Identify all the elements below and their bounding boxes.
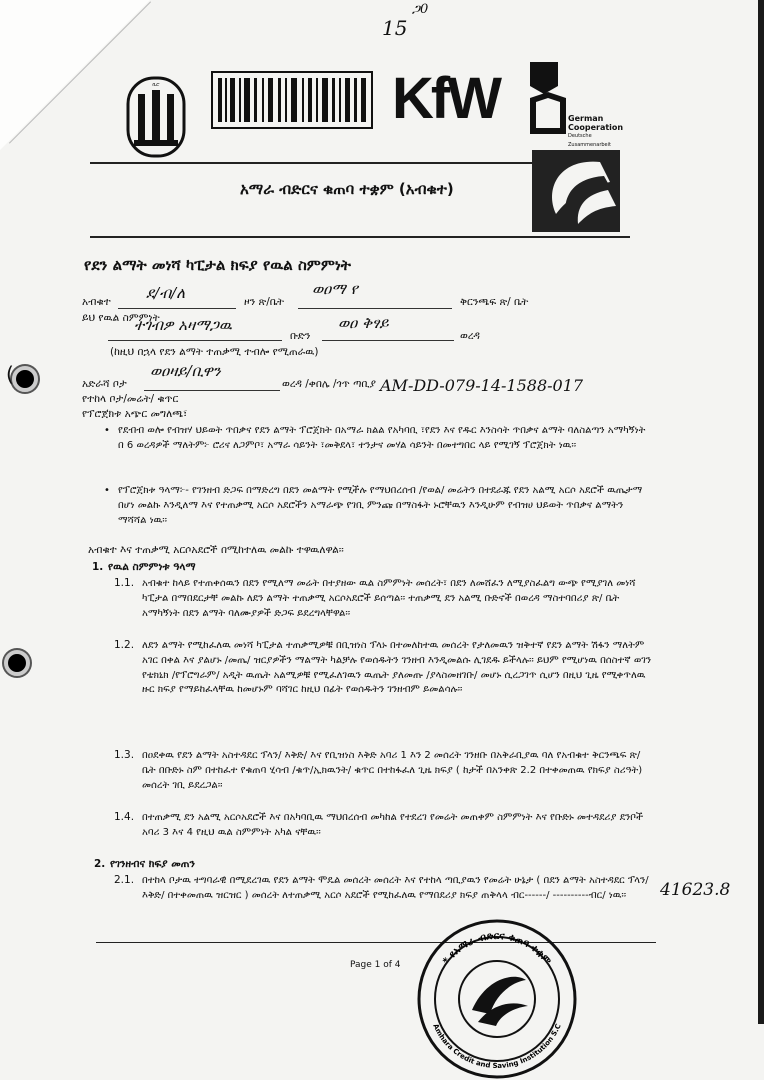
branch-label: ቅርንጫፍ ጽ/ ቤት — [460, 296, 529, 308]
organization-name: አማራ ብድርና ቁጠባ ተቋም (አብቁተ) — [240, 180, 454, 198]
german-cooperation-sub: Deutsche Zusammenarbeit — [568, 133, 611, 148]
page-indicator: Page 1 of 4 — [350, 960, 401, 970]
svg-text:ቢሮ: ቢሮ — [152, 82, 160, 88]
company-stamp — [416, 918, 578, 1080]
scan-edge — [758, 0, 764, 1024]
address-value: ወዐዛይ/ቢዋን — [150, 362, 221, 380]
project-summary-heading: የፕሮጀክቱ አጭር መግለጫ፣ — [82, 408, 188, 420]
project-bullet-1: • የደብብ ወሎ የብዝሃ ህይወት ጥበቃና የደን ልማት ፕሮጀክት በአማራ ክልል የአካባቢ ፣የደን እና የዱር እንስሳት ጥበቃና ልማት ባለስልጣን አማካኝነት በ 6 ወረዳዎች ማለትም፦ ሮሪና ለጋምቦ፣ አማራ ሳይንት ፣መቅደላ፣ ተንታና መሃል ሳይንት በመተግበር ላይ የሚገኝ ፕሮጀክት ነዉ፡፡ — [118, 424, 652, 484]
ministry-logo — [212, 70, 372, 130]
section-2-number: 2. — [94, 858, 106, 870]
amhara-bureau-logo — [124, 72, 188, 160]
german-cooperation-mark-icon — [528, 58, 568, 138]
german-cooperation-label: German Cooperation — [568, 114, 624, 132]
stamp-text-top: * የአማራ ብድርና ቁጠባ ተቋም — [441, 930, 553, 967]
agreement-label: ይህ የዉል ስምምነት — [82, 312, 160, 324]
margin-mark: ( — [6, 362, 14, 386]
section-1-heading: የዉል ስምምነቱ ዓላማ — [108, 561, 196, 573]
document-title: የደን ልማት መነሻ ካፒታል ክፍያ የዉል ስምምነት — [84, 256, 351, 274]
agreement-intro: አብቁተ እና ተጠቃሚ አርሶአደሮች በሚከተለዉ መልኩ ተዋዉለዋል፡፡ — [88, 544, 344, 556]
plot-label: የተከላ ቦታ/መሬት/ ቁጥር — [82, 393, 179, 405]
zone-value: ወዐማ የ — [312, 280, 358, 298]
plot-code-value: AM-DD-079-14-1588-017 — [380, 376, 584, 395]
kfw-logo: KfW — [392, 66, 499, 131]
item-1-3-text: በዐደቀዉ የደን ልማት አስተዳደር ፕላን/ እቅድ/ እና የቢዝነስ እቅድ አባሪ 1 እን 2 መሰረት ገንዘቡ በአቅራቢያዉ ባለ የአብቁተ ቅርንጫፍ ጽ/ቤት በቡድኑ ስም በተከፈተ የቁጠባ ሂሳብ /ቁጥ/ኢክዉንት/ ቁጥር በተከፋፈለ ጊዜ ክፍያ ( ከታች በአንቀጽ 2.2 በተቀመጠዉ የክፍያ ስሪዓት) መሰረት ገቢ ይደረጋል፡፡ — [142, 750, 643, 791]
beneficiary-note: (ከዚህ በኋላ የደን ልማት ተጠቃሚ ተብሎ የሚጠራዉ) — [110, 346, 319, 358]
woreda-label: ወረዳ — [460, 330, 480, 342]
handwritten-page-number: 15 — [382, 16, 408, 40]
item-1-2-text: ለደን ልማት የሚከፈለዉ መነሻ ካፒታል ተጠቃሚዎቹ በቢዝነስ ፕላኑ በተመለከተዉ መሰረት የታለመዉን ዝቅተኛ የደን ልማት ሽፋን ማለትም አገር በቀል እና ያልሆኑ /መጤ/ ዝርያዎችን ማልማት ካልቻሉ የወሰዱትን ገንዘብ እንዲመልሱ ሊገደዱ ይችላሉ፡፡ ይህም የሚሆነዉ በሰስተኛ ወገን የቴክኒክ /የፕሮግራም/ አዲት ዉጤት አልሚዎቹ የሚፈለገዉን ዉጤት ያለመጡ /ያላስመዘገቡ/ መሆኑ ሲረጋገጥ ሲሆን በዚህ ጊዜ የሚቀጥለዉ ዙር ክፍያ የማይከፈላቸዉ ከመሆኑም ባሻገር ከዚህ በፊት የወሰዱትን ገንዘብም ይመልሳሉ፡፡ — [142, 640, 652, 696]
item-1-2-number: 1.2. — [114, 639, 135, 651]
stamp-text-bottom: Amhara Credit and Saving Institution S.C — [431, 1022, 563, 1071]
punch-hole-bottom — [4, 650, 30, 676]
group-label: ቡድን — [290, 330, 311, 342]
section-2-heading: የገንዘብና ክፍያ መጠን — [110, 858, 196, 870]
address-label: አድራሻ ቦታ — [82, 378, 127, 390]
group-value: ወዐ ቅፃይ — [338, 314, 389, 332]
name-value: ተገብዎ አዛማጋዉ — [134, 316, 232, 334]
top-handwritten-mark: ጋ0 — [412, 2, 429, 17]
item-1-4-number: 1.4. — [114, 811, 135, 823]
punch-hole-top — [12, 366, 38, 392]
header-rule-bottom — [90, 236, 630, 238]
german-cooperation-logo — [528, 58, 624, 148]
item-1-4-text: በተጠቃሚ ደን አልሚ አርሶአደሮች እና በአካባቢዉ ማህበረሰብ መካከል የተደረገ የመሬት መጠቀም ስምምነት እና የቡድኑ መተዳደሪያ ደንቦች አባሪ 3 እና 4 የዚህ ዉል ስምምነት አካል ናቸዉ፡፡ — [142, 812, 644, 838]
item-1-1-number: 1.1. — [114, 577, 135, 589]
zone-label: ዞን ጽ/ቤት — [244, 296, 285, 308]
abkute-value: ደ/ብ/ለ — [146, 284, 185, 302]
item-1-3-number: 1.3. — [114, 749, 135, 761]
item-1-1-text: አብቁተ ከላይ የተጠቀሰዉን በደን የሚለማ መሬት በተያዘው ዉል ስምምነት መሰረት፣ በደን ለመሸፈን ለሚያስፈልግ ውጭ የሚያገለ መነሻ ካፒታል በማበደርታቸ መልኩ ለደን ልማት ተጠቃሚ አርሶአደሮች ይሰጣል፡፡ ተጠቃሚ ደን አልሚ ቡድኖች በወረዳ ማስተባበሪያ ጽ/ ቤት አማካኝነት በደን ልማት ባለሙያዎች ድጋፍ ይደረግላቸዋል፡፡ — [142, 578, 636, 619]
abkute-label: አብቁተ — [82, 296, 111, 308]
handwritten-amount: 41623.8 — [660, 880, 731, 900]
project-bullet-2: • የፕሮጀክቱ ዓላማ፦- የገንዘብ ድጋፍ በማድረግ በደን መልማት የሚችሉ የማህበረሰብ /የወል/ መሬትን በተደራጁ የደን አልሚ አርሶ አደሮች ዉጤታማ በሆነ መልኩ እንዲለማ እና የተጠቃሚ አርሶ አደሮችን አማራጭ የገቢ ምንጩ በማስፋት ኑሮቸዉን እንዲሁም የብዝሀ ህይወት ጥበቃና ልማትን ማሻሻል ነዉ፡፡ — [118, 484, 652, 544]
woreda-kebele-label: ወረዳ /ቀበሌ /ጎጥ ጣቢያ — [282, 378, 376, 390]
ansa-logo — [530, 148, 622, 234]
item-2-1-text: በተከላ ቦታዉ ተግባራዊ በሚደረገዉ የደን ልማት ሞዴል መሰረት መሰረት እና የተከላ ጣቢያዉን የመሬት ሁኔታ ( በደን ልማት አስተዳደር ፕላን/እቅድ/ በተቀመጠዉ ዝርዝር ) መሰረት ለተጠቃሚ አርሶ አደሮች የሚከፈለዉ የማበደሪያ ክፍያ ጠቅላላ ብር------/ ----------ብር/ ነዉ፡፡ — [142, 875, 649, 901]
section-1-number: 1. — [92, 561, 104, 573]
item-2-1-number: 2.1. — [114, 874, 135, 886]
